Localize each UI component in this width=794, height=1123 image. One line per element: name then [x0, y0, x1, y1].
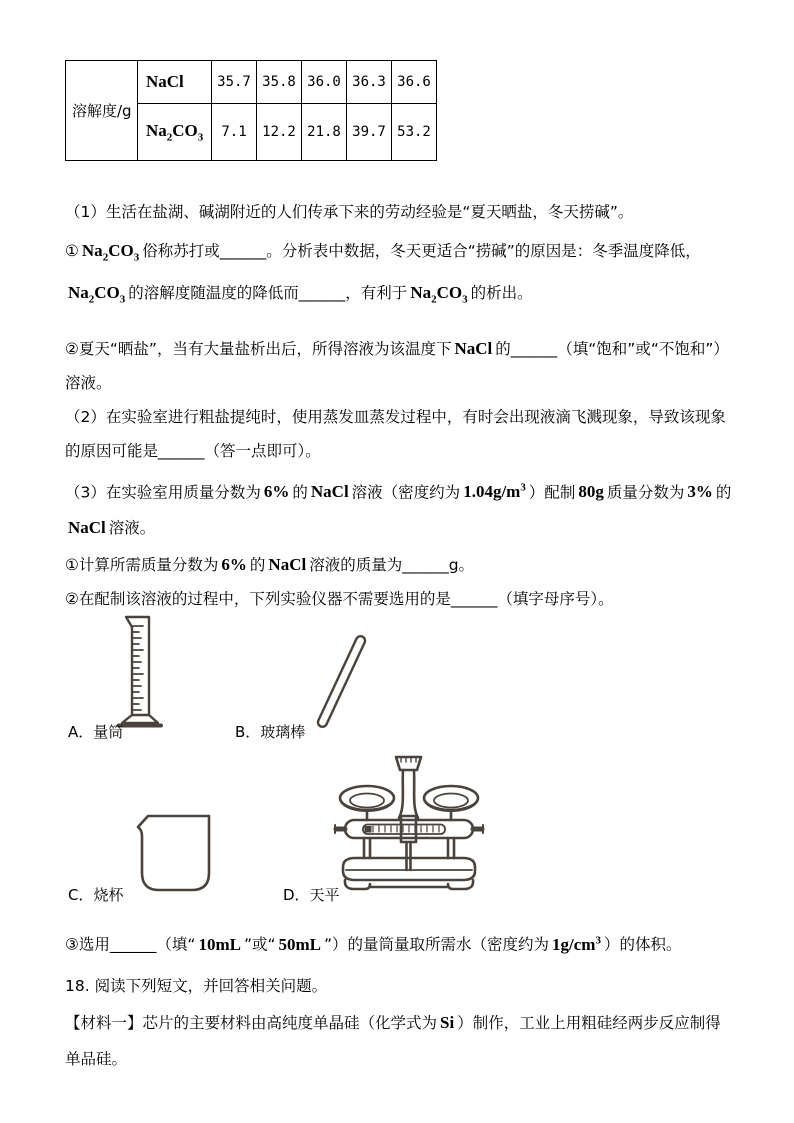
question-text: g。: [448, 556, 475, 575]
question-text: 俗称苏打或: [142, 242, 220, 260]
question-text: 溶液的质量为: [309, 556, 403, 575]
question-text: 的: [249, 556, 266, 575]
question-text: ①: [65, 242, 79, 260]
table-cell: 36.6: [392, 61, 437, 104]
question-text: 的溶解度随温度的降低而: [128, 284, 299, 303]
option-a-label: A．量筒: [68, 723, 124, 742]
question-text: 的: [715, 483, 732, 502]
question-text: 的: [495, 339, 511, 358]
part3-q3: [65, 922, 734, 963]
question-text: （答一点即可）。: [204, 441, 321, 460]
chemical-formula: $Na_2CO_3$: [81, 241, 140, 264]
question-text: ）制作，工业上用粗硅经两步反应制得单品硅。: [65, 1014, 721, 1069]
question-text: 18. 阅读下列短文，并回答相关问题。: [65, 977, 328, 996]
part3-q2: [65, 582, 734, 616]
question-18-intro: [65, 969, 734, 1003]
option-c-label: C．烧杯: [68, 886, 124, 905]
table-cell: 7.1: [212, 104, 257, 161]
answer-blank: ______: [109, 936, 157, 955]
glass-rod-figure: [311, 631, 373, 733]
chemical-formula: 10mL: [198, 935, 241, 955]
chemical-formula: NaCl: [454, 338, 493, 358]
chemical-formula: NaCl: [268, 555, 307, 575]
chemical-formula: Si: [440, 1013, 455, 1033]
substance-na2co3: $Na_2CO_3$: [138, 104, 212, 161]
question-text: 溶液。: [108, 519, 156, 538]
question-text: （2）在实验室进行粗盐提纯时，使用蒸发皿蒸发过程中，有时会出现液滴飞溅现象，导致该现象的原因可能是: [65, 407, 726, 460]
question-text: ①计算所需质量分数为: [65, 556, 219, 575]
apparatus-options: [65, 616, 734, 916]
graduated-cylinder-figure: [112, 613, 168, 731]
question-text: 的析出。: [470, 284, 533, 303]
part1-intro: [65, 195, 734, 229]
table-cell: 12.2: [257, 104, 302, 161]
question-text: ，有利于: [345, 284, 408, 303]
question-text: ）的体积。: [603, 936, 682, 955]
part3-q1: [65, 548, 734, 582]
chemical-formula: 6%: [263, 482, 290, 502]
question-text: ②在配制该溶液的过程中，下列实验仪器不需要选用的是: [65, 590, 451, 609]
chemical-formula: $1.04g/m^3$: [463, 481, 526, 502]
table-cell: 53.2: [392, 104, 437, 161]
balance-figure: [333, 754, 488, 900]
question-text: ）配制: [528, 483, 576, 502]
question-text: （3）在实验室用质量分数为: [65, 483, 261, 502]
part1-q1: [65, 233, 734, 318]
question-text: （填“: [156, 936, 196, 955]
question-text: 溶液（密度约为: [351, 483, 461, 502]
chemical-formula: NaCl: [310, 482, 349, 502]
substance-nacl: NaCl: [138, 61, 212, 104]
table-row-header: 溶解度/g: [66, 61, 138, 161]
question-text: （1）生活在盐湖、碱湖附近的人们传承下来的劳动经验是“夏天晒盐，冬天捞碱”。: [65, 203, 634, 221]
question-text: 质量分数为: [606, 483, 685, 502]
answer-blank: ______: [510, 339, 558, 358]
table-cell: 36.0: [302, 61, 347, 104]
chemical-formula: $Na_2CO_3$: [68, 283, 126, 306]
table-cell: 36.3: [347, 61, 392, 104]
answer-blank: ______: [450, 590, 498, 609]
option-d-label: D．天平: [283, 886, 340, 905]
part1-q2: [65, 332, 734, 400]
chemical-formula: $1g/cm^3$: [552, 934, 601, 955]
table-cell: 21.8: [302, 104, 347, 161]
chemical-formula: 80g: [578, 482, 604, 502]
question-text: 。分析表中数据，冬天更适合“捞碱”的原因是：冬季温度降低，: [266, 242, 701, 260]
solubility-table: [65, 60, 437, 161]
answer-blank: ______: [298, 284, 346, 303]
answer-blank: ______: [158, 441, 205, 460]
beaker-figure: [131, 811, 215, 897]
question-text: ②夏天“晒盐”，当有大量盐析出后，所得溶液为该温度下: [65, 339, 452, 358]
option-b-label: B．玻璃棒: [235, 723, 306, 742]
part2-question: [65, 400, 734, 468]
chemical-formula: 3%: [687, 482, 713, 502]
table-cell: 35.7: [212, 61, 257, 104]
chemical-formula: $Na_2CO_3$: [410, 283, 468, 306]
table-cell: 39.7: [347, 104, 392, 161]
question-text: 【材料一】芯片的主要材料由高纯度单晶硅（化学式为: [65, 1014, 438, 1033]
question-text: （填字母序号）。: [497, 590, 614, 609]
question-text: ”）的量筒量取所需水（密度约为: [324, 936, 550, 955]
chemical-formula: 50mL: [278, 935, 321, 955]
question-text: （填“饱和”或“不饱和”）溶液。: [65, 339, 729, 392]
chemical-formula: NaCl: [68, 518, 106, 538]
question-text: ③选用: [65, 936, 110, 955]
answer-blank: ______: [219, 242, 267, 260]
part3-intro: [65, 470, 734, 547]
answer-blank: ______: [402, 556, 449, 575]
chemical-formula: 6%: [221, 555, 247, 575]
table-cell: 35.8: [257, 61, 302, 104]
material-1: [65, 1005, 734, 1077]
question-text: ”或“: [243, 936, 276, 955]
question-text: 的: [292, 483, 308, 502]
